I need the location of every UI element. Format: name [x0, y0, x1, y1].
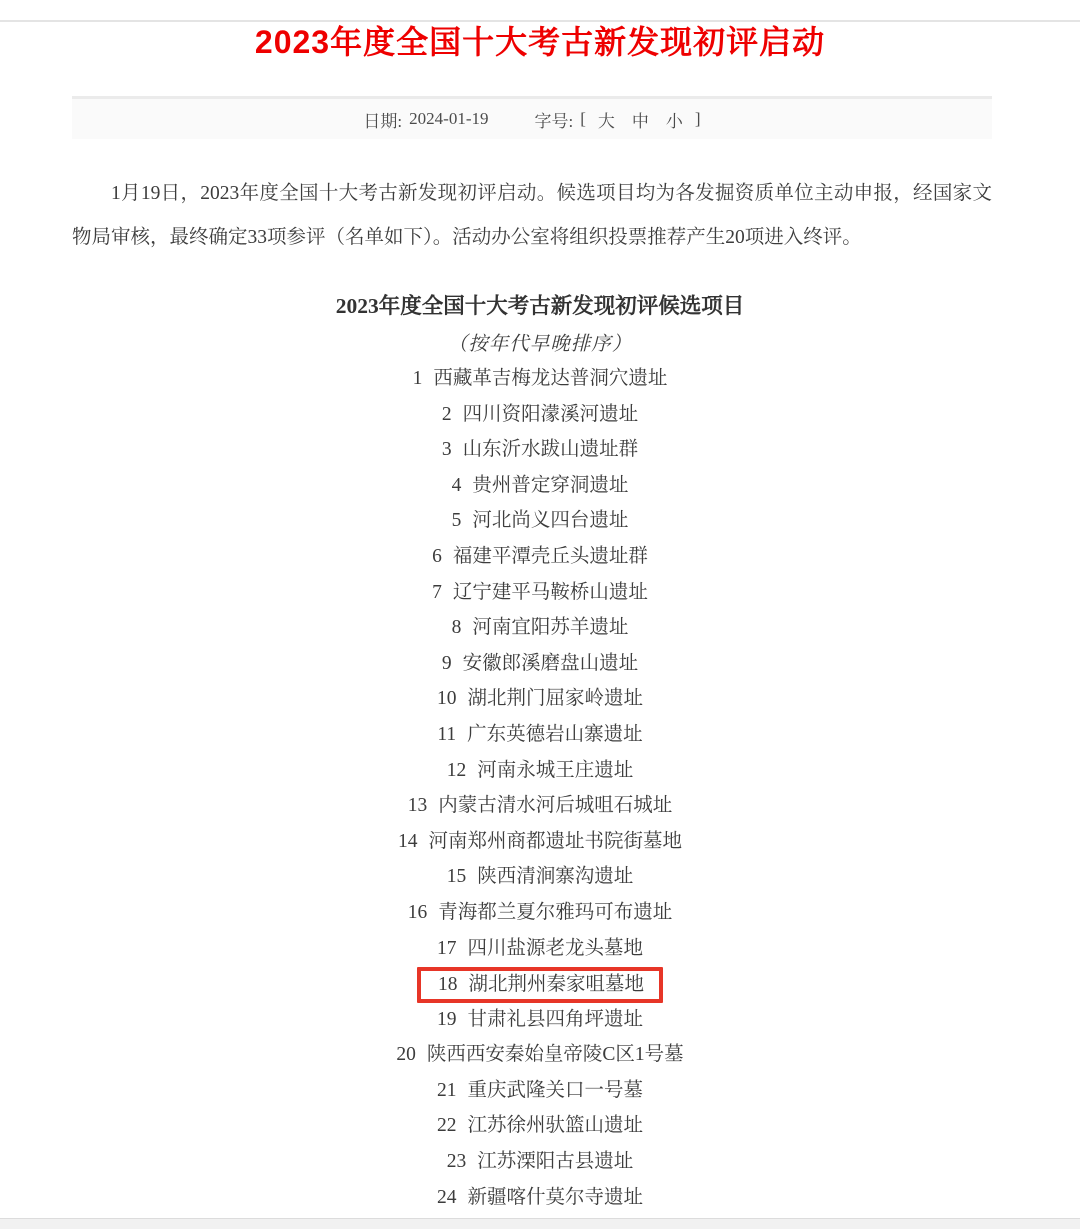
list-item-number: 15	[446, 866, 467, 888]
list-item-number: 3	[441, 439, 452, 461]
list-item-number: 13	[407, 795, 428, 817]
list-item-number: 11	[437, 723, 457, 745]
list-item-name: 贵州普定穿洞遗址	[472, 474, 629, 496]
list-item-inner	[432, 539, 648, 575]
list-item-name: 江苏徐州驮篮山遗址	[467, 1115, 643, 1137]
list-item-number: 12	[446, 759, 467, 781]
meta-bar	[72, 96, 992, 139]
list-item-inner	[452, 468, 629, 504]
list-item-number: 18	[437, 973, 458, 995]
list-item-name: 陕西西安秦始皇帝陵C区1号墓	[426, 1044, 684, 1066]
list-item	[0, 824, 1080, 860]
list-item-number: 24	[436, 1186, 457, 1208]
top-divider	[0, 20, 1080, 22]
list-item-number: 19	[436, 1008, 457, 1030]
candidate-list-heading: 2023年度全国十大考古新发现初评候选项目	[335, 294, 745, 318]
date-group	[363, 107, 488, 132]
list-item-name: 青海都兰夏尔雅玛可布遗址	[438, 901, 673, 923]
list-item-name: 西藏革吉梅龙达普洞穴遗址	[433, 368, 668, 389]
list-item-name: 福建平潭壳丘头遗址群	[452, 545, 648, 567]
list-item-inner	[408, 788, 673, 824]
list-item-inner	[447, 1144, 634, 1180]
fontsize-label: 字号:	[534, 111, 574, 131]
list-item-name: 山东沂水跋山遗址群	[462, 439, 639, 461]
list-item-number: 21	[436, 1079, 457, 1101]
list-item-name: 重庆武隆关口一号墓	[467, 1079, 643, 1101]
list-item-inner	[437, 1108, 643, 1144]
list-item-inner	[442, 432, 638, 468]
list-item-inner	[398, 824, 682, 860]
list-item-inner	[452, 610, 629, 646]
footer-strip	[0, 1218, 1080, 1229]
list-item-number: 22	[436, 1115, 457, 1137]
list-item	[0, 931, 1080, 967]
list-item	[0, 503, 1080, 539]
fontsize-large-button[interactable]: 大	[597, 111, 615, 131]
list-item	[0, 1002, 1080, 1038]
list-item-number: 2	[441, 403, 452, 425]
list-item	[0, 610, 1080, 646]
list-item	[0, 1180, 1080, 1216]
list-item-number: 1	[412, 368, 423, 389]
list-item-inner	[437, 1180, 643, 1216]
list-item-inner	[408, 895, 673, 931]
list-item	[0, 361, 1080, 397]
list-item	[0, 681, 1080, 717]
candidate-list	[0, 361, 1080, 1215]
list-item-number: 6	[432, 545, 442, 567]
list-item	[0, 1073, 1080, 1109]
list-item-number: 4	[451, 474, 462, 496]
date-label: 日期:	[363, 111, 403, 131]
list-item-name: 四川资阳濛溪河遗址	[462, 403, 639, 425]
list-item-name: 江苏溧阳古县遗址	[477, 1151, 634, 1173]
list-item-name: 广东英德岩山寨遗址	[467, 723, 643, 745]
list-item-inner	[437, 681, 643, 717]
list-item-name: 河南永城王庄遗址	[477, 759, 634, 781]
list-item-name: 甘肃礼县四角坪遗址	[467, 1008, 643, 1030]
list-item-name: 辽宁建平马鞍桥山遗址	[452, 581, 648, 603]
list-item-number: 10	[436, 688, 457, 710]
list-item	[0, 788, 1080, 824]
page-title: 2023年度全国十大考古新发现初评启动	[254, 24, 826, 60]
list-item-name: 四川盐源老龙头墓地	[467, 937, 643, 959]
list-item-inner	[442, 397, 638, 433]
list-item	[0, 1108, 1080, 1144]
fontsize-bracket-open: [	[580, 109, 586, 128]
list-item	[0, 966, 1080, 1002]
fontsize-group	[534, 107, 700, 132]
list-item-inner	[447, 753, 634, 789]
list-item	[0, 397, 1080, 433]
list-item	[0, 468, 1080, 504]
list-item-inner	[437, 1073, 643, 1109]
list-item-inner	[413, 361, 668, 397]
list-item	[0, 1037, 1080, 1073]
list-item-inner	[437, 717, 642, 753]
list-item	[0, 575, 1080, 611]
list-item-number: 5	[451, 510, 462, 532]
list-item-inner	[447, 859, 634, 895]
list-item-name: 新疆喀什莫尔寺遗址	[467, 1186, 643, 1208]
list-item	[0, 432, 1080, 468]
article-page	[0, 20, 1080, 1229]
fontsize-medium-button[interactable]: 中	[631, 111, 649, 131]
list-item	[0, 895, 1080, 931]
list-item	[0, 859, 1080, 895]
list-item-number: 7	[432, 581, 442, 603]
list-item-name: 河南郑州商都遗址书院街墓地	[428, 830, 682, 852]
list-item-number: 20	[396, 1044, 416, 1066]
date-value: 2024-01-19	[409, 109, 489, 128]
list-item	[0, 1144, 1080, 1180]
list-item-inner	[396, 1037, 683, 1073]
list-item	[0, 646, 1080, 682]
article-paragraph: 1月19日，2023年度全国十大考古新发现初评启动。候选项目均为各发掘资质单位主动申报，经国家文物局审核，最终确定33项参评（名单如下）。活动办公室将组织投票推荐产生20项进入终评。	[72, 183, 992, 248]
highlight-box	[417, 967, 663, 1003]
list-item-number: 9	[441, 652, 452, 674]
list-item-inner	[437, 1002, 643, 1038]
list-item-number: 17	[436, 937, 457, 959]
list-item	[0, 539, 1080, 575]
list-item	[0, 717, 1080, 753]
candidate-list-subheading: （按年代早晚排序）	[447, 334, 633, 355]
list-item-name: 湖北荆州秦家咀墓地	[468, 973, 644, 995]
list-item-name: 河南宜阳苏羊遗址	[472, 617, 629, 639]
list-item	[0, 753, 1080, 789]
list-item-name: 内蒙古清水河后城咀石城址	[438, 795, 673, 817]
list-item-name: 河北尚义四台遗址	[472, 510, 629, 532]
list-item-number: 8	[451, 617, 462, 639]
list-item-inner	[452, 503, 629, 539]
list-item-name: 湖北荆门屈家岭遗址	[467, 688, 643, 710]
fontsize-small-button[interactable]: 小	[665, 111, 683, 131]
list-item-number: 14	[397, 830, 418, 852]
list-item-number: 23	[446, 1151, 467, 1173]
list-item-name: 安徽郎溪磨盘山遗址	[462, 652, 639, 674]
list-item-inner	[432, 575, 648, 611]
fontsize-bracket-close: ]	[694, 109, 701, 128]
list-item-inner	[437, 931, 643, 967]
list-item-inner	[442, 646, 638, 682]
list-item-number: 16	[407, 901, 428, 923]
list-item-name: 陕西清涧寨沟遗址	[477, 866, 634, 888]
